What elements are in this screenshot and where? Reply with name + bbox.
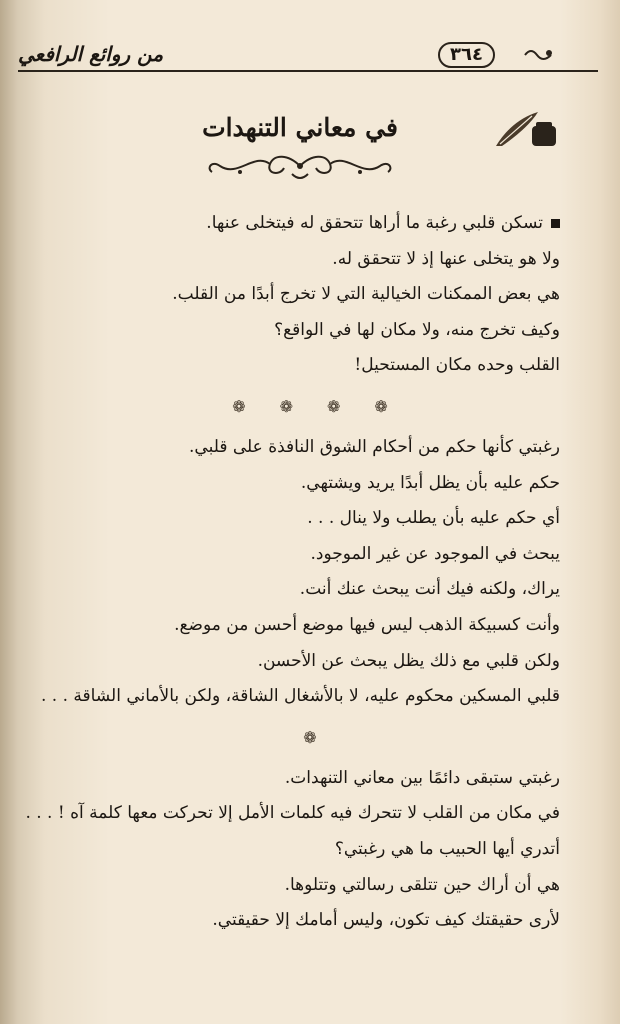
- flower-icon: ❁: [374, 397, 388, 417]
- flower-icon: ❁: [303, 728, 317, 748]
- text-line: وأنت كسبيكة الذهب ليس فيها موضع أحسن من موضع.: [174, 614, 560, 635]
- body-text: [25, 206, 560, 939]
- text-line: ولا هو يتخلى عنها إذ لا تتحقق له.: [332, 248, 560, 269]
- chapter-title: في معاني التنهدات: [202, 113, 398, 142]
- section-separator: [60, 715, 560, 761]
- text-line: حكم عليه بأن يظل أبدًا يريد ويشتهي.: [300, 472, 560, 493]
- text-line: تسكن قلبي رغبة ما أراها تتحقق له فيتخلى عنها.: [60, 206, 560, 242]
- page-header: [18, 40, 598, 74]
- square-bullet-icon: [551, 219, 560, 228]
- flower-icon: ❁: [232, 397, 246, 417]
- section-separator: [60, 384, 560, 430]
- text-line: أتدري أيها الحبيب ما هي رغبتي؟: [334, 838, 560, 859]
- text-line: في مكان من القلب لا تتحرك فيه كلمات الأمل إلا تحركت معها كلمة آه ! . . .: [25, 803, 560, 824]
- text-line: القلب وحده مكان المستحيل!: [354, 355, 560, 376]
- text-line: وكيف تخرج منه، ولا مكان لها في الواقع؟: [274, 319, 560, 340]
- flower-icon: ❁: [327, 397, 341, 417]
- flower-icon: ❁: [279, 397, 293, 417]
- text-line: يراك، ولكنه فيك أنت يبحث عنك أنت.: [299, 579, 560, 600]
- chapter-heading: [150, 108, 450, 188]
- running-title: من روائع الرافعي: [18, 42, 164, 66]
- text-line: أي حكم عليه بأن يطلب ولا ينال . . .: [307, 508, 560, 529]
- text-line: رغبتي كأنها حكم من أحكام الشوق النافذة على قلبي.: [189, 436, 560, 457]
- page-number: ٣٦٤: [438, 42, 495, 68]
- flourish-ornament-icon: [200, 148, 400, 184]
- text-line: رغبتي ستبقى دائمًا بين معاني التنهدات.: [284, 767, 560, 788]
- text-line: ولكن قلبي مع ذلك يظل يبحث عن الأحسن.: [257, 650, 560, 671]
- page-number-ornament: [438, 40, 598, 70]
- text-line: قلبي المسكين محكوم عليه، لا بالأشغال الشاقة، ولكن بالأماني الشاقة . . .: [41, 686, 560, 707]
- header-rule: [18, 70, 598, 72]
- text-line: هي أن أراك حين تتلقى رسالتي وتتلوها.: [284, 874, 560, 895]
- header-ornament-icon: [523, 47, 553, 63]
- text-line: يبحث في الموجود عن غير الموجود.: [310, 543, 560, 564]
- text-line: هي بعض الممكنات الخيالية التي لا تخرج أبدًا من القلب.: [172, 284, 560, 305]
- inkwell-quill-icon: [492, 106, 562, 150]
- text-line: لأرى حقيقتك كيف تكون، وليس أمامك إلا حقيقتي.: [212, 910, 560, 931]
